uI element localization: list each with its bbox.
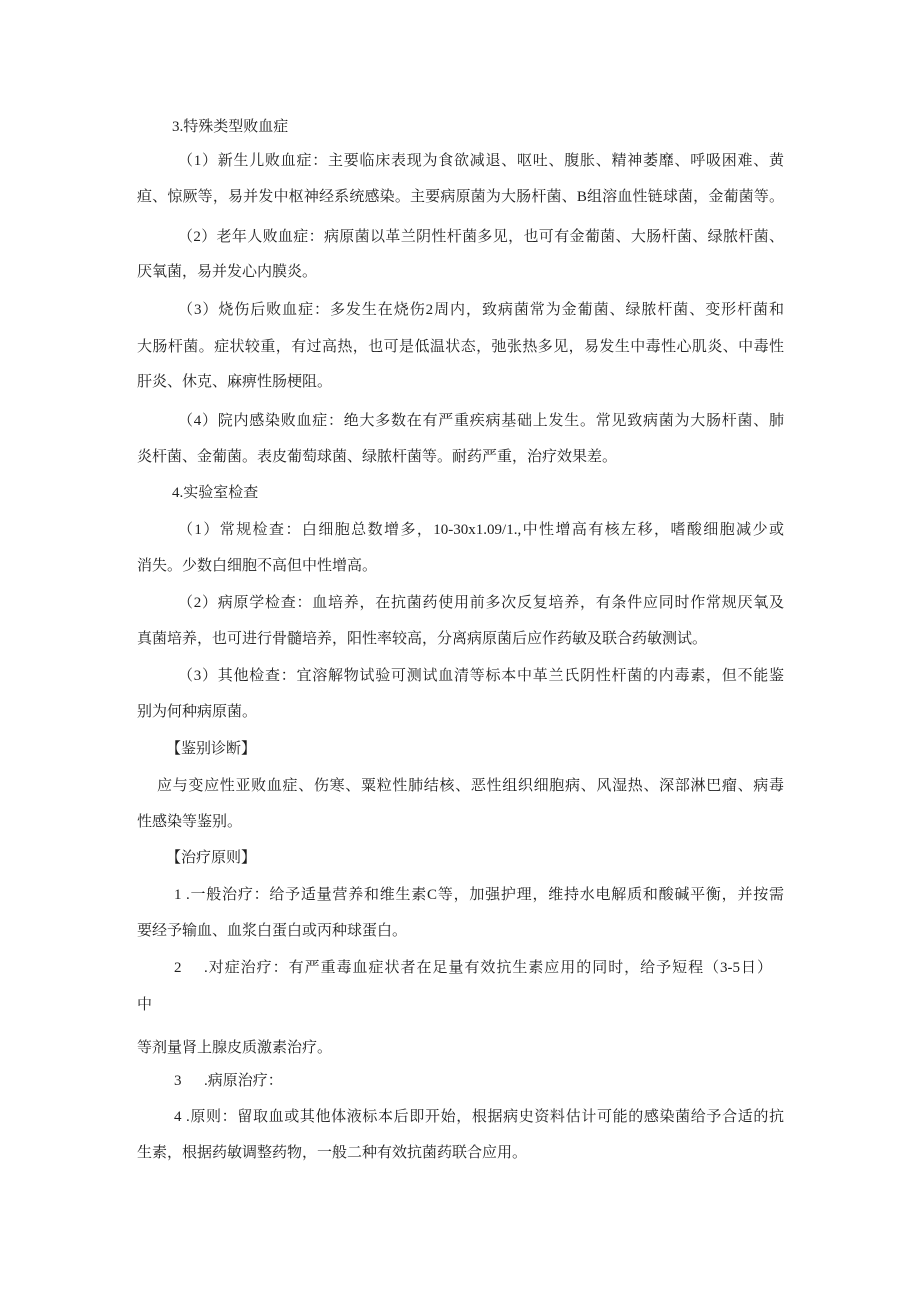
paragraph-line: .一般治疗：给予适量营养和维生素C等，加强护理，维持水电解质和酸碱平衡，并按需 <box>186 887 784 903</box>
list-number: 1 <box>174 887 182 903</box>
paragraph-line: （1）常规检查：白细胞总数增多，10-30x1.09/1.,中性增高有核左移，嗜酸细胞减少或 <box>178 522 784 538</box>
paragraph-line: .原则：留取血或其他体液标本后即开始，根据病史资料估计可能的感染菌给予合适的抗 <box>186 1109 784 1125</box>
paragraph-line: 消失。少数白细胞不高但中性增高。 <box>137 558 378 574</box>
paragraph-line: .对症治疗：有严重毒血症状者在足量有效抗生素应用的同时，给予短程（3-5日） <box>204 960 772 976</box>
section-heading: 4.实验室检查 <box>172 485 259 501</box>
section-heading: 【鉴别诊断】 <box>166 741 257 757</box>
paragraph-line: （3）烧伤后败血症：多发生在烧伤2周内，致病菌常为金葡菌、绿脓杆菌、变形杆菌和 <box>178 302 784 318</box>
list-number: 2 <box>174 960 182 976</box>
paragraph-line: 厌氧菌，易并发心内膜炎。 <box>137 264 318 280</box>
paragraph-line: 应与变应性亚败血症、伤寒、粟粒性肺结核、恶性组织细胞病、风湿热、深部淋巴瘤、病毒 <box>157 778 784 794</box>
list-number: 4 <box>174 1109 182 1125</box>
paragraph-line: 性感染等鉴别。 <box>137 814 243 830</box>
paragraph-line: 炎杆菌、金葡菌。表皮葡萄球菌、绿脓杆菌等。耐药严重，治疗效果差。 <box>137 449 618 465</box>
paragraph-line: （2）病原学检查：血培养，在抗菌药使用前多次反复培养，有条件应同时作常规厌氧及 <box>178 595 784 611</box>
paragraph-line: （2）老年人败血症：病原菌以革兰阴性杆菌多见，也可有金葡菌、大肠杆菌、绿脓杆菌、 <box>178 229 784 245</box>
paragraph-line: 肝炎、休克、麻痹性肠梗阻。 <box>137 374 333 390</box>
paragraph-line: 要经予输血、血浆白蛋白或丙种球蛋白。 <box>137 923 408 939</box>
paragraph-line: 疸、惊厥等，易并发中枢神经系统感染。主要病原菌为大肠杆菌、B组溶血性链球菌，金葡菌等。 <box>137 189 784 205</box>
paragraph-line: （4）院内感染败血症：绝大多数在有严重疾病基础上发生。常见致病菌为大肠杆菌、肺 <box>178 413 784 429</box>
paragraph-line: 大肠杆菌。症状较重，有过高热，也可是低温状态，弛张热多见，易发生中毒性心肌炎、中毒性 <box>137 339 784 355</box>
paragraph-line: （1）新生儿败血症：主要临床表现为食欲减退、呕吐、腹胀、精神萎靡、呼吸困难、黄 <box>178 153 784 169</box>
paragraph-line: 中 <box>137 997 153 1013</box>
paragraph-line: （3）其他检查：宜溶解物试验可测试血清等标本中革兰氏阴性杆菌的内毒素，但不能鉴 <box>178 668 784 684</box>
list-number: 3 <box>174 1073 182 1089</box>
paragraph-line: 等剂量肾上腺皮质激素治疗。 <box>137 1040 333 1056</box>
paragraph-line: 真菌培养，也可进行骨髓培养，阳性率较高，分离病原菌后应作药敏及联合药敏测试。 <box>137 631 708 647</box>
section-heading: 【治疗原则】 <box>166 850 257 866</box>
paragraph-line: .病原治疗： <box>204 1073 283 1089</box>
section-heading: 3.特殊类型败血症 <box>172 119 289 135</box>
paragraph-line: 别为何种病原菌。 <box>137 704 258 720</box>
paragraph-line: 生素，根据药敏调整药物，一般二种有效抗菌药联合应用。 <box>137 1145 528 1161</box>
